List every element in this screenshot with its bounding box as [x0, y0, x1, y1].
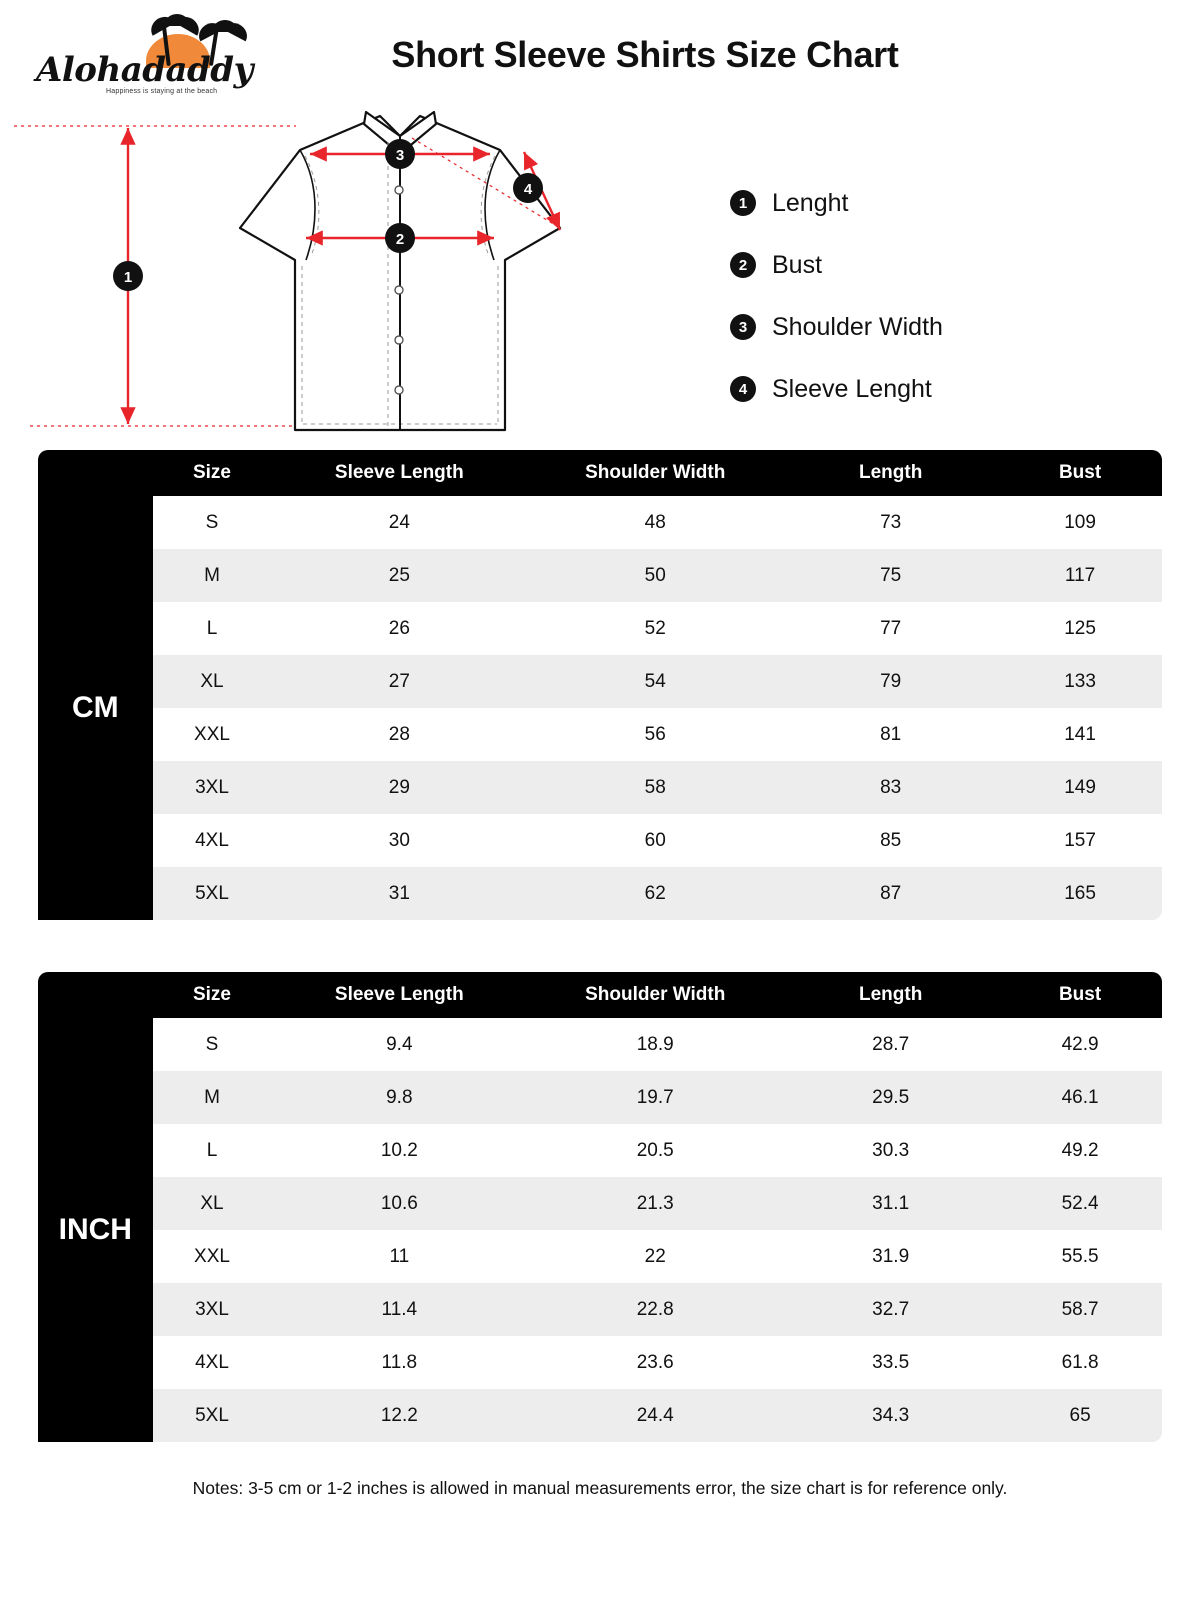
table-row	[38, 1124, 1162, 1177]
table-row	[38, 1071, 1162, 1124]
cell-bust: 49.2	[998, 1124, 1162, 1177]
inch-header-row	[38, 972, 1162, 1018]
cell-length: 79	[783, 655, 998, 708]
cell-bust: 58.7	[998, 1283, 1162, 1336]
legend-badge-1: 1	[730, 190, 756, 216]
table-row	[38, 1336, 1162, 1389]
cell-sleeve: 11.8	[271, 1336, 527, 1389]
cell-bust: 125	[998, 602, 1162, 655]
table-row	[38, 1177, 1162, 1230]
table-row	[38, 549, 1162, 602]
cell-sleeve: 30	[271, 814, 527, 867]
table-row	[38, 1230, 1162, 1283]
legend-label-shoulder-width: Shoulder Width	[772, 312, 943, 341]
measurement-notes: Notes: 3-5 cm or 1-2 inches is allowed in manual measurements error, the size chart is for reference only.	[192, 1478, 1008, 1498]
cell-bust: 42.9	[998, 1018, 1162, 1071]
cell-bust: 52.4	[998, 1177, 1162, 1230]
cell-bust: 109	[998, 496, 1162, 549]
cm-col-size: Size	[153, 450, 272, 496]
cell-sleeve: 28	[271, 708, 527, 761]
cell-bust: 141	[998, 708, 1162, 761]
cell-sleeve: 11	[271, 1230, 527, 1283]
legend-item-bust	[730, 234, 1150, 296]
cell-shoulder: 48	[527, 496, 783, 549]
table-row	[38, 655, 1162, 708]
cell-size: 4XL	[153, 1336, 272, 1389]
legend-label-sleeve-length: Sleeve Lenght	[772, 374, 932, 403]
table-row	[38, 1389, 1162, 1442]
legend-label-length: Lenght	[772, 188, 849, 217]
cm-size-table	[38, 450, 1162, 920]
cell-length: 34.3	[783, 1389, 998, 1442]
legend-item-shoulder-width	[730, 296, 1150, 358]
cell-size: 3XL	[153, 1283, 272, 1336]
cell-sleeve: 10.6	[271, 1177, 527, 1230]
legend-item-sleeve-length	[730, 358, 1150, 420]
table-row	[38, 496, 1162, 549]
cell-length: 32.7	[783, 1283, 998, 1336]
cell-shoulder: 62	[527, 867, 783, 920]
cell-size: 5XL	[153, 867, 272, 920]
cell-length: 81	[783, 708, 998, 761]
brand-name: Alohadaddy	[36, 50, 253, 90]
inch-size-table	[38, 972, 1162, 1442]
table-row	[38, 761, 1162, 814]
brand-tagline: Happiness is staying at the beach	[106, 88, 218, 95]
cell-length: 30.3	[783, 1124, 998, 1177]
cell-size: L	[153, 602, 272, 655]
cell-size: XL	[153, 1177, 272, 1230]
cell-size: 3XL	[153, 761, 272, 814]
inch-col-shoulder-width: Shoulder Width	[527, 972, 783, 1018]
cell-bust: 117	[998, 549, 1162, 602]
cell-sleeve: 26	[271, 602, 527, 655]
inch-col-size: Size	[153, 972, 272, 1018]
cell-bust: 165	[998, 867, 1162, 920]
cell-sleeve: 9.8	[271, 1071, 527, 1124]
cell-shoulder: 54	[527, 655, 783, 708]
cell-length: 73	[783, 496, 998, 549]
table-row	[38, 1283, 1162, 1336]
cell-shoulder: 23.6	[527, 1336, 783, 1389]
cell-size: M	[153, 549, 272, 602]
legend-label-bust: Bust	[772, 250, 823, 279]
shirt-illustration	[0, 110, 720, 450]
cm-table-head	[38, 450, 1162, 496]
cm-col-length: Length	[783, 450, 998, 496]
cell-length: 31.9	[783, 1230, 998, 1283]
cell-sleeve: 24	[271, 496, 527, 549]
cell-size: XL	[153, 655, 272, 708]
svg-text:3: 3	[395, 147, 405, 164]
cell-sleeve: 11.4	[271, 1283, 527, 1336]
cell-size: 4XL	[153, 814, 272, 867]
page-title: Short Sleeve Shirts Size Chart	[391, 34, 899, 75]
cell-sleeve: 29	[271, 761, 527, 814]
cm-size-table-block	[38, 450, 1162, 920]
inch-unit-cell: INCH	[38, 1018, 153, 1442]
cell-size: XXL	[153, 708, 272, 761]
cell-size: L	[153, 1124, 272, 1177]
cell-sleeve: 12.2	[271, 1389, 527, 1442]
cell-bust: 133	[998, 655, 1162, 708]
cm-unit-header	[38, 450, 153, 496]
cell-length: 31.1	[783, 1177, 998, 1230]
cell-shoulder: 60	[527, 814, 783, 867]
legend-badge-3: 3	[730, 314, 756, 340]
cell-bust: 157	[998, 814, 1162, 867]
cell-sleeve: 25	[271, 549, 527, 602]
cell-shoulder: 50	[527, 549, 783, 602]
cell-length: 33.5	[783, 1336, 998, 1389]
cm-table-body	[38, 496, 1162, 920]
cell-shoulder: 58	[527, 761, 783, 814]
cm-unit-cell: CM	[38, 496, 153, 920]
table-row	[38, 602, 1162, 655]
legend-badge-4: 4	[730, 376, 756, 402]
cell-shoulder: 52	[527, 602, 783, 655]
cell-size: XXL	[153, 1230, 272, 1283]
cm-col-bust: Bust	[998, 450, 1162, 496]
cell-sleeve: 27	[271, 655, 527, 708]
cell-length: 85	[783, 814, 998, 867]
cell-size: S	[153, 496, 272, 549]
cell-sleeve: 31	[271, 867, 527, 920]
cell-shoulder: 20.5	[527, 1124, 783, 1177]
cell-sleeve: 10.2	[271, 1124, 527, 1177]
svg-text:1: 1	[123, 269, 133, 286]
cell-size: 5XL	[153, 1389, 272, 1442]
cm-col-sleeve-length: Sleeve Length	[271, 450, 527, 496]
svg-text:4: 4	[523, 181, 533, 198]
cell-size: S	[153, 1018, 272, 1071]
cell-sleeve: 9.4	[271, 1018, 527, 1071]
diagram-legend	[730, 172, 1150, 420]
cell-length: 29.5	[783, 1071, 998, 1124]
svg-text:2: 2	[395, 231, 405, 248]
page-header	[0, 0, 1200, 110]
cell-shoulder: 19.7	[527, 1071, 783, 1124]
cell-shoulder: 24.4	[527, 1389, 783, 1442]
inch-table-body	[38, 1018, 1162, 1442]
cell-size: M	[153, 1071, 272, 1124]
inch-table-head	[38, 972, 1162, 1018]
cell-shoulder: 21.3	[527, 1177, 783, 1230]
cell-shoulder: 56	[527, 708, 783, 761]
cell-length: 87	[783, 867, 998, 920]
cm-header-row	[38, 450, 1162, 496]
inch-col-length: Length	[783, 972, 998, 1018]
cell-bust: 149	[998, 761, 1162, 814]
cell-bust: 65	[998, 1389, 1162, 1442]
cell-shoulder: 18.9	[527, 1018, 783, 1071]
cell-shoulder: 22.8	[527, 1283, 783, 1336]
table-row	[38, 867, 1162, 920]
inch-unit-header	[38, 972, 153, 1018]
inch-col-sleeve-length: Sleeve Length	[271, 972, 527, 1018]
cell-length: 28.7	[783, 1018, 998, 1071]
table-row	[38, 1018, 1162, 1071]
cell-bust: 46.1	[998, 1071, 1162, 1124]
cell-length: 83	[783, 761, 998, 814]
cell-shoulder: 22	[527, 1230, 783, 1283]
cell-length: 77	[783, 602, 998, 655]
inch-col-bust: Bust	[998, 972, 1162, 1018]
cm-col-shoulder-width: Shoulder Width	[527, 450, 783, 496]
cell-length: 75	[783, 549, 998, 602]
cell-bust: 61.8	[998, 1336, 1162, 1389]
table-row	[38, 814, 1162, 867]
table-row	[38, 708, 1162, 761]
cell-bust: 55.5	[998, 1230, 1162, 1283]
inch-size-table-block	[38, 972, 1162, 1442]
measurement-diagram	[0, 110, 1200, 450]
legend-item-length	[730, 172, 1150, 234]
legend-badge-2: 2	[730, 252, 756, 278]
